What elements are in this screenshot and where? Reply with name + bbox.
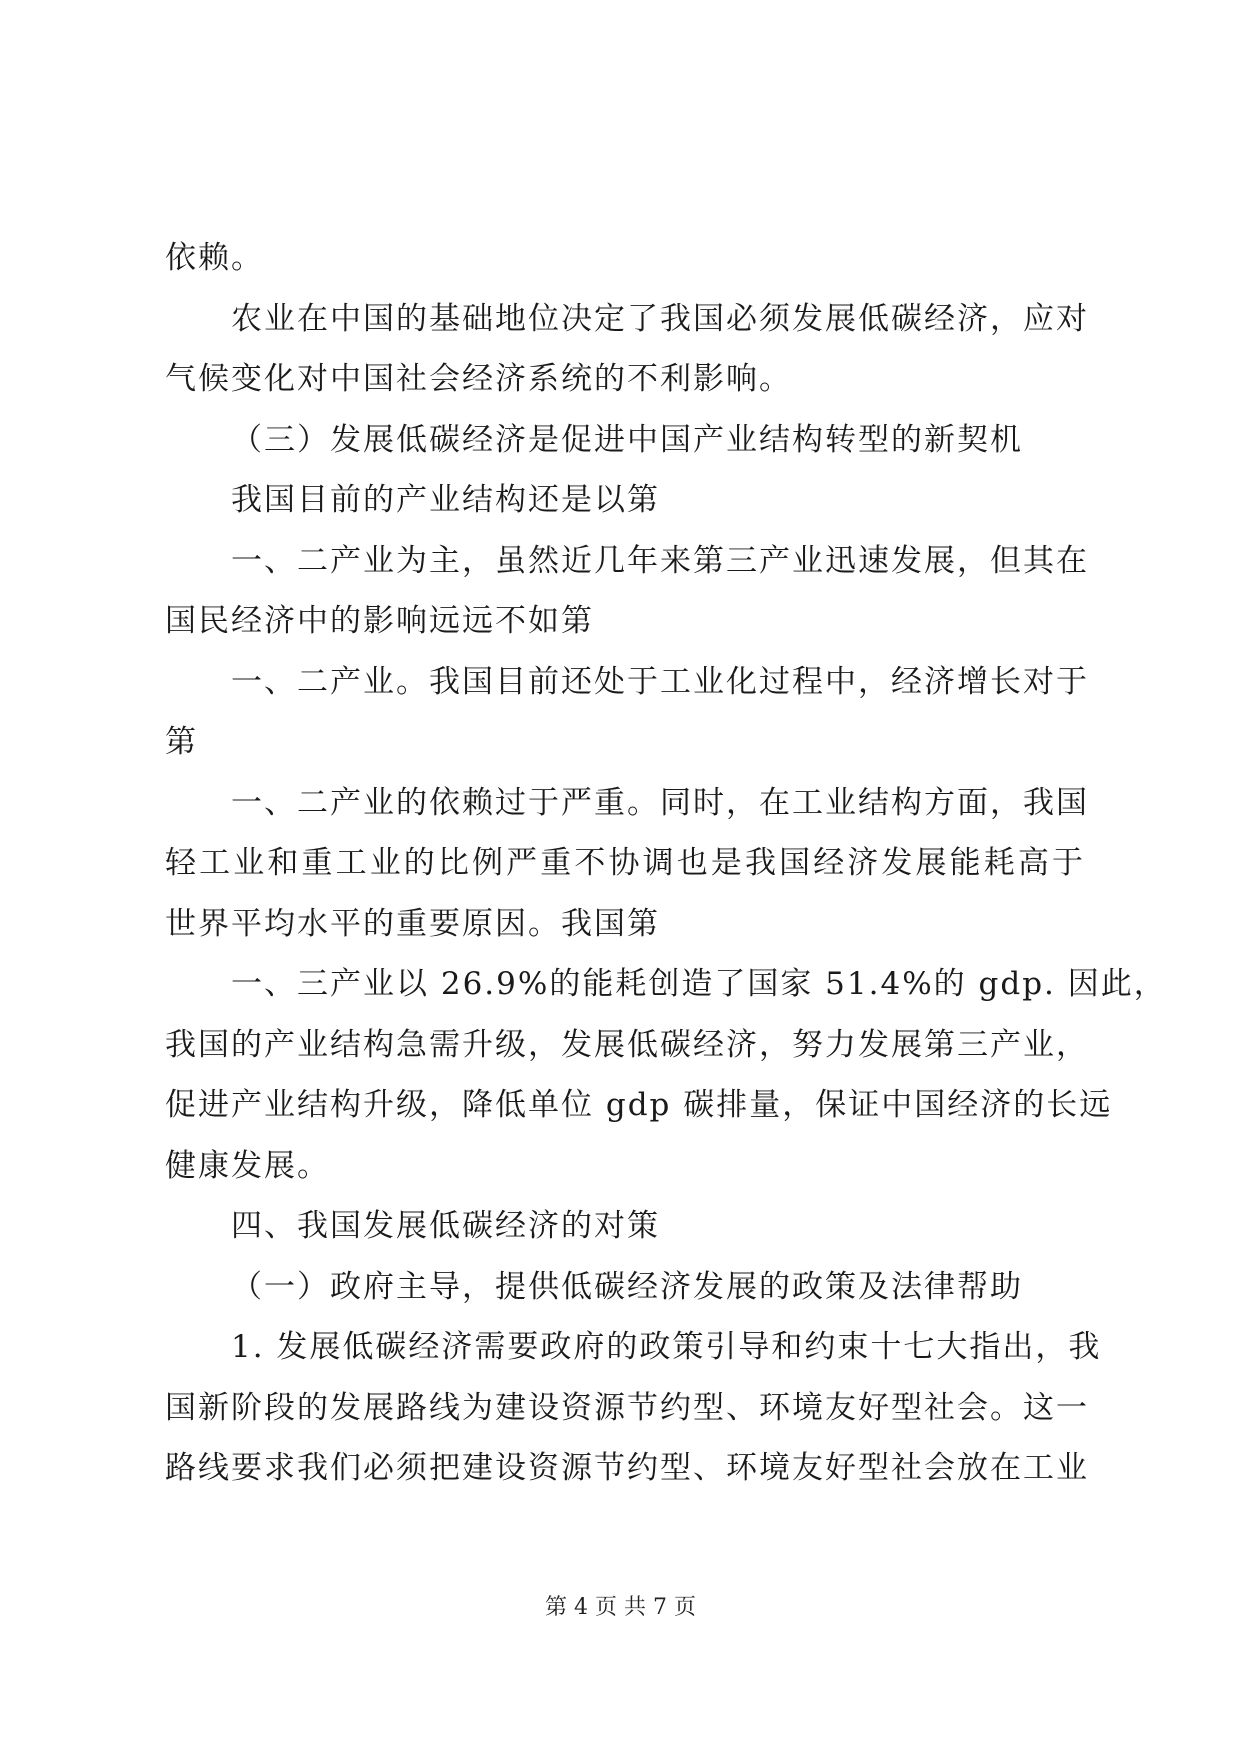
- paragraph-line: 第: [165, 724, 198, 760]
- paragraph-line: 我国目前的产业结构还是以第: [231, 482, 660, 518]
- document-body: [165, 228, 1167, 1499]
- subsection-heading: （一）政府主导，提供低碳经济发展的政策及法律帮助: [231, 1268, 1023, 1305]
- paragraph-line: 依赖。: [165, 240, 264, 276]
- paragraph-line: 一、二产业为主，虽然近几年来第三产业迅速发展，但其在: [231, 542, 1089, 579]
- paragraph-line: 健康发展。: [165, 1147, 330, 1184]
- paragraph-line: 农业在中国的基础地位决定了我国必须发展低碳经济，应对: [231, 300, 1089, 337]
- paragraph-line: 气候变化对中国社会经济系统的不利影响。: [165, 361, 792, 397]
- paragraph-line: 世界平均水平的重要原因。我国第: [165, 905, 660, 942]
- section-heading: 四、我国发展低碳经济的对策: [231, 1208, 660, 1244]
- paragraph-line: 促进产业结构升级，降低单位 gdp 碳排量，保证中国经济的长远: [165, 1087, 1113, 1123]
- paragraph-line: 轻工业和重工业的比例严重不协调也是我国经济发展能耗高于: [165, 845, 1085, 881]
- paragraph-line: 一、三产业以 26.9%的能耗创造了国家 51.4%的 gdp. 因此，: [231, 966, 1167, 1002]
- paragraph-line: 国民经济中的影响远远不如第: [165, 603, 594, 639]
- page-number-footer: 第 4 页 共 7 页: [545, 1595, 696, 1620]
- section-heading: （三）发展低碳经济是促进中国产业结构转型的新契机: [231, 421, 1023, 458]
- paragraph-line: 我国的产业结构急需升级，发展低碳经济，努力发展第三产业，: [165, 1026, 1089, 1063]
- paragraph-line: 一、二产业的依赖过于严重。同时，在工业结构方面，我国: [231, 784, 1089, 821]
- paragraph-line: 1. 发展低碳经济需要政府的政策引导和约束十七大指出，我: [231, 1329, 1102, 1365]
- paragraph-line: 一、二产业。我国目前还处于工业化过程中，经济增长对于: [231, 663, 1089, 700]
- paragraph-line: 路线要求我们必须把建设资源节约型、环境友好型社会放在工业: [165, 1450, 1089, 1486]
- paragraph-line: 国新阶段的发展路线为建设资源节约型、环境友好型社会。这一: [165, 1389, 1089, 1426]
